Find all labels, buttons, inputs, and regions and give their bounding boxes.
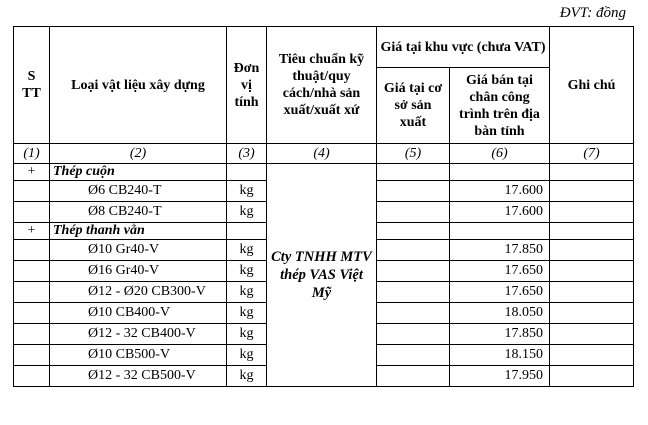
material-name: Ø12 - Ø20 CB300-V [50,282,227,303]
price-site-cell: 17.600 [450,202,550,223]
header-row [14,27,634,68]
price-base-cell [377,324,450,345]
stt-cell [14,324,50,345]
material-name: Ø10 CB500-V [50,345,227,366]
material-name: Ø10 CB400-V [50,303,227,324]
unit-cell: kg [227,324,267,345]
stt-cell [14,282,50,303]
column-number-row [14,144,634,164]
col-number: (5) [377,144,450,164]
stt-cell [14,345,50,366]
section-row [14,164,634,181]
section-unit-cell [227,223,267,240]
stt-cell [14,303,50,324]
price-site-cell: 17.950 [450,366,550,387]
material-name: Ø8 CB240-T [50,202,227,223]
col-number: (1) [14,144,50,164]
material-name: Ø16 Gr40-V [50,261,227,282]
unit-cell: kg [227,282,267,303]
section-note-cell [550,164,634,181]
note-cell [550,345,634,366]
price-base-cell [377,202,450,223]
price-site-cell: 18.050 [450,303,550,324]
price-base-cell [377,261,450,282]
note-cell [550,303,634,324]
section-marker: + [14,223,50,240]
section-price-base-cell [377,223,450,240]
price-site-cell: 17.600 [450,181,550,202]
price-base-cell [377,240,450,261]
material-name: Ø6 CB240-T [50,181,227,202]
unit-cell: kg [227,261,267,282]
header-material: Loại vật liệu xây dựng [50,27,227,144]
stt-cell [14,240,50,261]
header-stt: S TT [14,27,50,144]
price-base-cell [377,366,450,387]
price-base-cell [377,345,450,366]
price-table [13,26,634,387]
stt-cell [14,261,50,282]
col-number: (2) [50,144,227,164]
note-cell [550,261,634,282]
note-cell [550,240,634,261]
section-price-base-cell [377,164,450,181]
unit-cell: kg [227,181,267,202]
unit-note: ĐVT: đồng [559,5,626,21]
col-number: (7) [550,144,634,164]
price-site-cell: 17.650 [450,261,550,282]
unit-cell: kg [227,202,267,223]
col-number: (6) [450,144,550,164]
unit-cell: kg [227,345,267,366]
manufacturer-cell: Cty TNHH MTV thép VAS Việt Mỹ [267,164,377,387]
price-base-cell [377,303,450,324]
header-unit: Đơn vị tính [227,27,267,144]
stt-cell [14,202,50,223]
note-cell [550,324,634,345]
section-price-site-cell [450,164,550,181]
note-cell [550,366,634,387]
price-site-cell: 17.650 [450,282,550,303]
material-name: Ø12 - 32 CB400-V [50,324,227,345]
col-number: (3) [227,144,267,164]
header-note: Ghi chú [550,27,634,144]
price-site-cell: 18.150 [450,345,550,366]
header-price-site: Giá bán tại chân công trình trên địa bàn tỉnh [450,68,550,144]
section-note-cell [550,223,634,240]
unit-cell: kg [227,240,267,261]
col-number: (4) [267,144,377,164]
price-base-cell [377,282,450,303]
unit-cell: kg [227,303,267,324]
section-title: Thép cuộn [50,164,227,181]
header-standard: Tiêu chuẩn kỹ thuật/quy cách/nhà sản xuất/xuất xứ [267,27,377,144]
note-cell [550,181,634,202]
stt-cell [14,181,50,202]
note-cell [550,282,634,303]
section-price-site-cell [450,223,550,240]
material-name: Ø12 - 32 CB500-V [50,366,227,387]
material-name: Ø10 Gr40-V [50,240,227,261]
price-base-cell [377,181,450,202]
stt-cell [14,366,50,387]
section-marker: + [14,164,50,181]
unit-cell: kg [227,366,267,387]
note-cell [550,202,634,223]
price-site-cell: 17.850 [450,240,550,261]
section-unit-cell [227,164,267,181]
header-price-base: Giá tại cơ sở sản xuất [377,68,450,144]
section-title: Thép thanh vằn [50,223,227,240]
header-price-group: Giá tại khu vực (chưa VAT) [377,27,550,68]
price-site-cell: 17.850 [450,324,550,345]
